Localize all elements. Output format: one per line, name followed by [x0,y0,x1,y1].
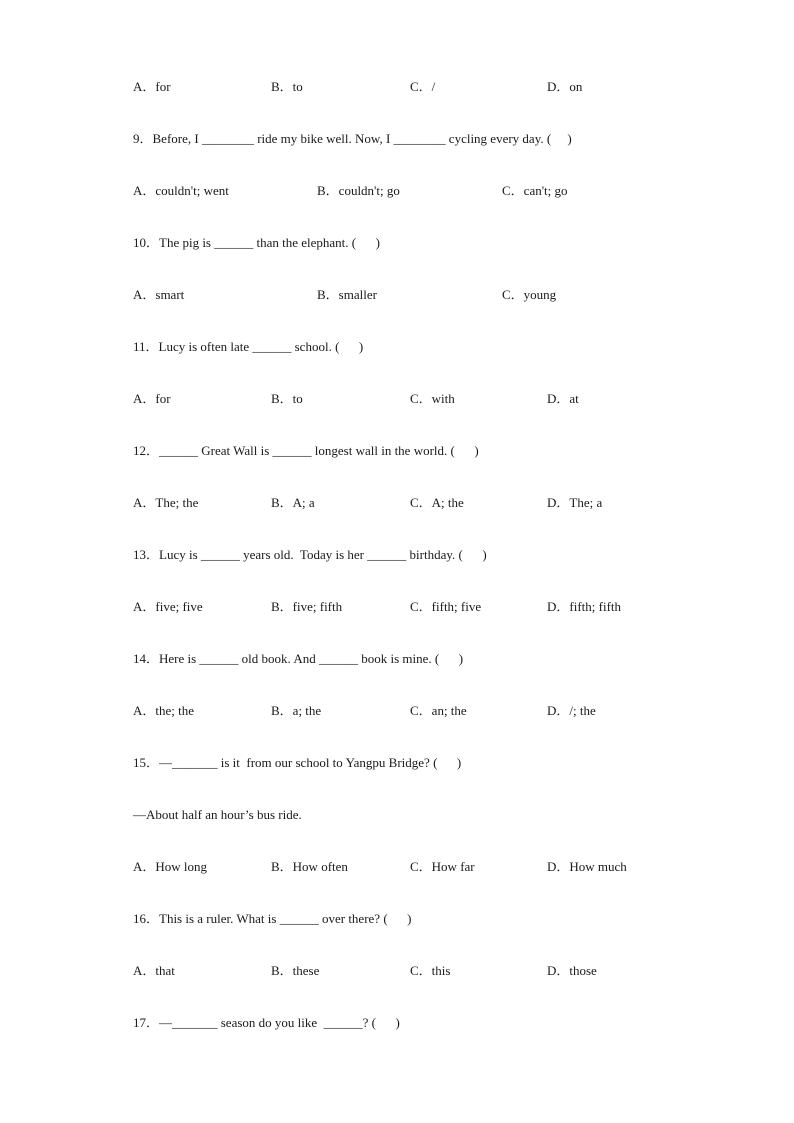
answer-option: C．with [410,391,455,406]
answer-option: A．smart [133,287,185,302]
answer-option: B．smaller [317,287,377,302]
question-text: 11．Lucy is often late ______ school. ( ) [133,339,364,354]
answer-option: A．for [133,79,171,94]
answer-option: C．fifth; five [410,599,482,614]
answer-option: A．How long [133,859,208,874]
answer-option: D．/; the [547,703,596,718]
question-text: 15．—_______ is it from our school to Yangpu Bridge? ( ) [133,755,462,770]
answer-option: B．to [271,391,303,406]
answer-option: B．How often [271,859,348,874]
answer-option: A．for [133,391,171,406]
answer-option: B．a; the [271,703,322,718]
question-text: 13．Lucy is ______ years old. Today is her ______ birthday. ( ) [133,547,487,562]
answer-option: C．this [410,963,451,978]
answer-option: A．five; five [133,599,203,614]
answer-option: B．these [271,963,320,978]
answer-option: A．The; the [133,495,199,510]
answer-option: C．How far [410,859,475,874]
question-text: —About half an hour’s bus ride. [133,807,302,822]
answer-option: D．fifth; fifth [547,599,622,614]
answer-option: C．A; the [410,495,464,510]
answer-option: B．A; a [271,495,315,510]
answer-option: C．/ [410,79,436,94]
answer-option: B．five; fifth [271,599,343,614]
answer-option: B．to [271,79,303,94]
answer-option: C．can't; go [502,183,568,198]
question-text: 9．Before, I ________ ride my bike well. Now, I ________ cycling every day. ( ) [133,131,572,146]
answer-option: D．on [547,79,583,94]
answer-option: D．The; a [547,495,603,510]
question-text: 16．This is a ruler. What is ______ over there? ( ) [133,911,412,926]
question-text: 14．Here is ______ old book. And ______ book is mine. ( ) [133,651,464,666]
answer-option: D．those [547,963,597,978]
question-text: 17．—_______ season do you like ______? ( ) [133,1015,400,1030]
answer-option: A．the; the [133,703,195,718]
question-text: 10．The pig is ______ than the elephant. ( ) [133,235,380,250]
answer-option: B．couldn't; go [317,183,400,198]
answer-option: C．an; the [410,703,467,718]
answer-option: D．at [547,391,579,406]
answer-option: A．that [133,963,175,978]
question-text: 12．______ Great Wall is ______ longest wall in the world. ( ) [133,443,479,458]
answer-option: A．couldn't; went [133,183,229,198]
answer-option: C．young [502,287,557,302]
answer-option: D．How much [547,859,627,874]
